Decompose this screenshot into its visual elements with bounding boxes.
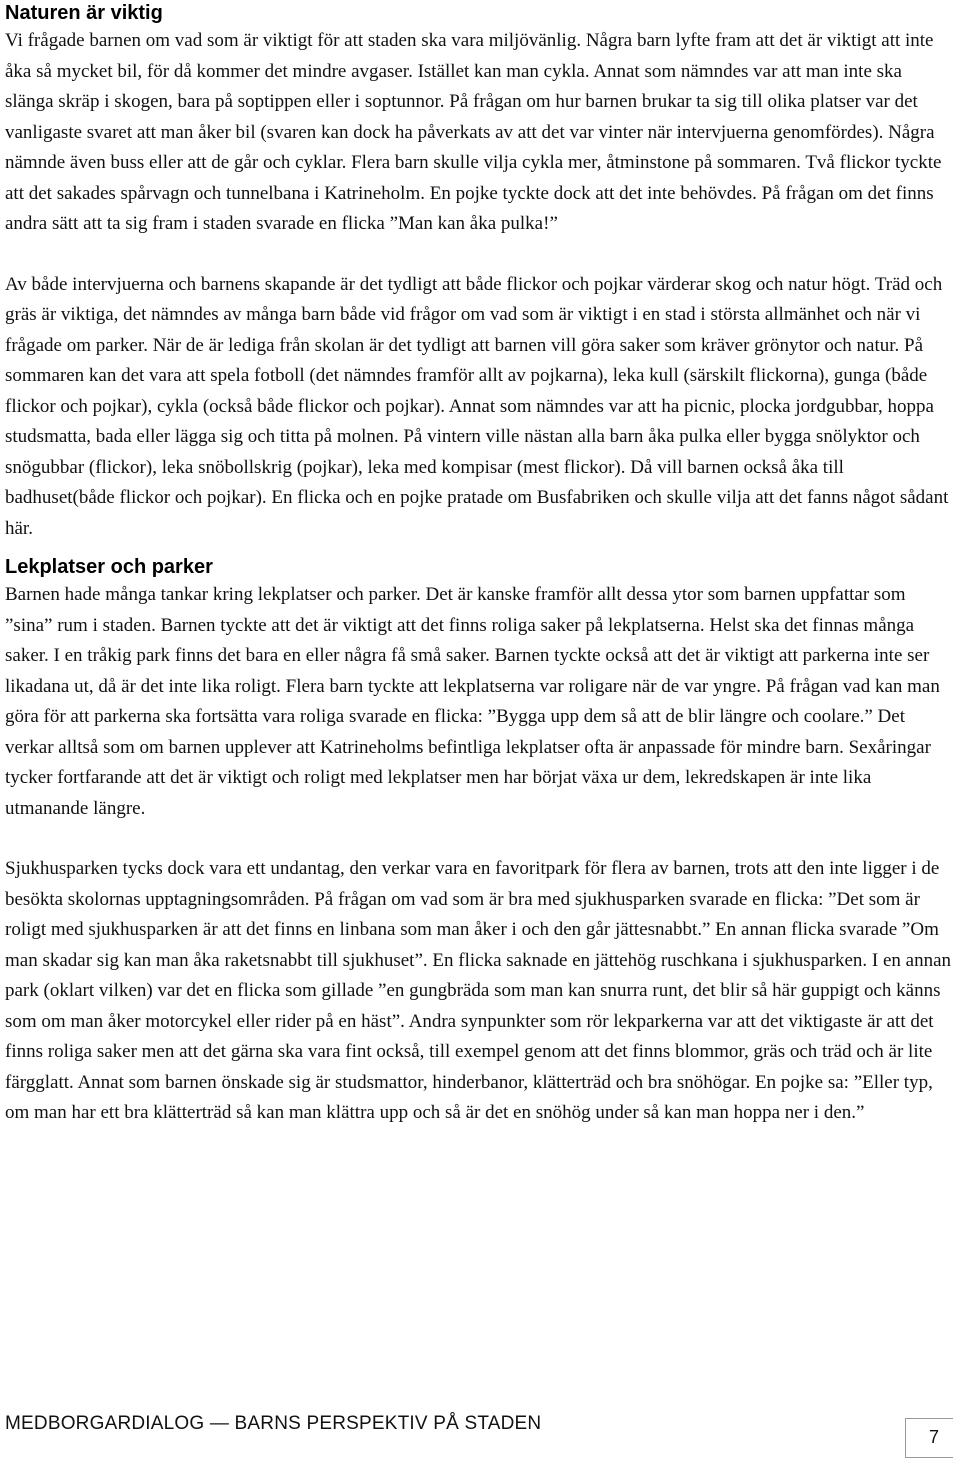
page-number: 7 <box>928 1427 939 1447</box>
paragraph: Sjukhusparken tycks dock vara ett undantag, den verkar vara en favoritpark för flera av barnen, trots att den inte ligger i de besökta skolornas upptagningsområden. På frågan om vad som är bra med sjukhusparken svarade en flicka: ”Det som är roligt med sjukhusparken är att det finns en linbana som man åker i och den går jättesnabbt.” En annan flicka svarade ”Om man skadar sig kan man åka raketsnabbt till sjukhuset”. En flicka saknade en jättehög ruschkana i sjukhusparken. I en annan park (oklart vilken) var det en flicka som gillade ”en gungbräda som man kan snurra runt, det blir så här guppigt och känns som om man åker motorcykel eller rider på en häst”. Andra synpunkter som rör lekparkerna var att det viktigaste är att det finns roliga saker men att det gärna ska vara fint också, till exempel genom att det finns blommor, gräs och träd och är lite färgglatt. Annat som barnen önskade sig är studsmattor, hinderbanor, klätterträd och bra snöhögar. En pojke sa: ”Eller typ, om man har ett bra klätterträd så kan man klättra upp och så är det en snöhög under så kan man hoppa ner i den.” <box>5 858 952 1123</box>
document-page <box>5 0 955 1129</box>
paragraph: Barnen hade många tankar kring lekplatser och parker. Det är kanske framför allt dessa ytor som barnen uppfattar som ”sina” rum i staden. Barnen tyckte att det är viktigt att det finns roliga saker på lekplatserna. Helst ska det finnas många saker. I en tråkig park finns det bara en eller några få små saker. Barnen tyckte också att det är viktigt att parkerna inte ser likadana ut, då är det inte lika roligt. Flera barn tyckte att lekplatserna var roligare när de var yngre. På frågan vad kan man göra för att parkerna ska fortsätta vara roliga svarade en flicka: ”Bygga upp dem så att de blir längre och coolare.” Det verkar alltså som om barnen upplever att Katrineholms befintliga lekplatser ofta är anpassade för mindre barn. Sexåringar tycker fortfarande att det är viktigt och roligt med lekplatser men har börjat växa ur dem, lekredskapen är inte lika utmanande längre. <box>5 584 940 819</box>
paragraph: Vi frågade barnen om vad som är viktigt för att staden ska vara miljövänlig. Några barn lyfte fram att det är viktigt att inte åka så mycket bil, för då kommer det mindre avgaser. Istället kan man cykla. Annat som nämndes var att man inte ska slänga skräp i skogen, bara på soptippen eller i soptunnor. På frågan om hur barnen brukar ta sig till olika platser var det vanligaste svaret att man åker bil (svaren kan dock ha påverkats av att det var vinter när intervjuerna genomfördes). Några nämnde även buss eller att de går och cyklar. Flera barn skulle vilja cykla mer, åtminstone på sommaren. Två flickor tyckte att det sakades spårvagn och tunnelbana i Katrineholm. En pojke tyckte dock att det inte behövdes. På frågan om det finns andra sätt att ta sig fram i staden svarade en flicka ”Man kan åka pulka!” <box>5 30 942 234</box>
section-heading-naturen: Naturen är viktig <box>5 2 163 24</box>
section-heading-lekplatser: Lekplatser och parker <box>5 556 213 578</box>
paragraph: Av både intervjuerna och barnens skapande är det tydligt att både flickor och pojkar värderar skog och natur högt. Träd och gräs är viktiga, det nämndes av många barn både vid frågor om vad som är viktigt i en stad i största allmänhet och när vi frågade om parker. När de är lediga från skolan är det tydligt att barnen vill göra saker som kräver grönytor och natur. På sommaren kan det vara att spela fotboll (det nämndes framför allt av pojkarna), leka kull (särskilt flickorna), gunga (både flickor och pojkar), cykla (också både flickor och pojkar). Annat som nämndes var att ha picnic, plocka jordgubbar, hoppa studsmatta, bada eller lägga sig och titta på molnen. På vintern ville nästan alla barn åka pulka eller bygga snölyktor och snögubbar (flickor), leka snöbollskrig (pojkar), leka med kompisar (mest flickor). Då vill barnen också åka till badhuset(både flickor och pojkar). En flicka och en pojke pratade om Busfabriken och skulle vilja att det fanns något sådant här. <box>5 273 949 539</box>
footer-title: MEDBORGARDIALOG — BARNS PERSPEKTIV PÅ STADEN <box>5 1413 542 1434</box>
page-number-box <box>905 1418 953 1458</box>
